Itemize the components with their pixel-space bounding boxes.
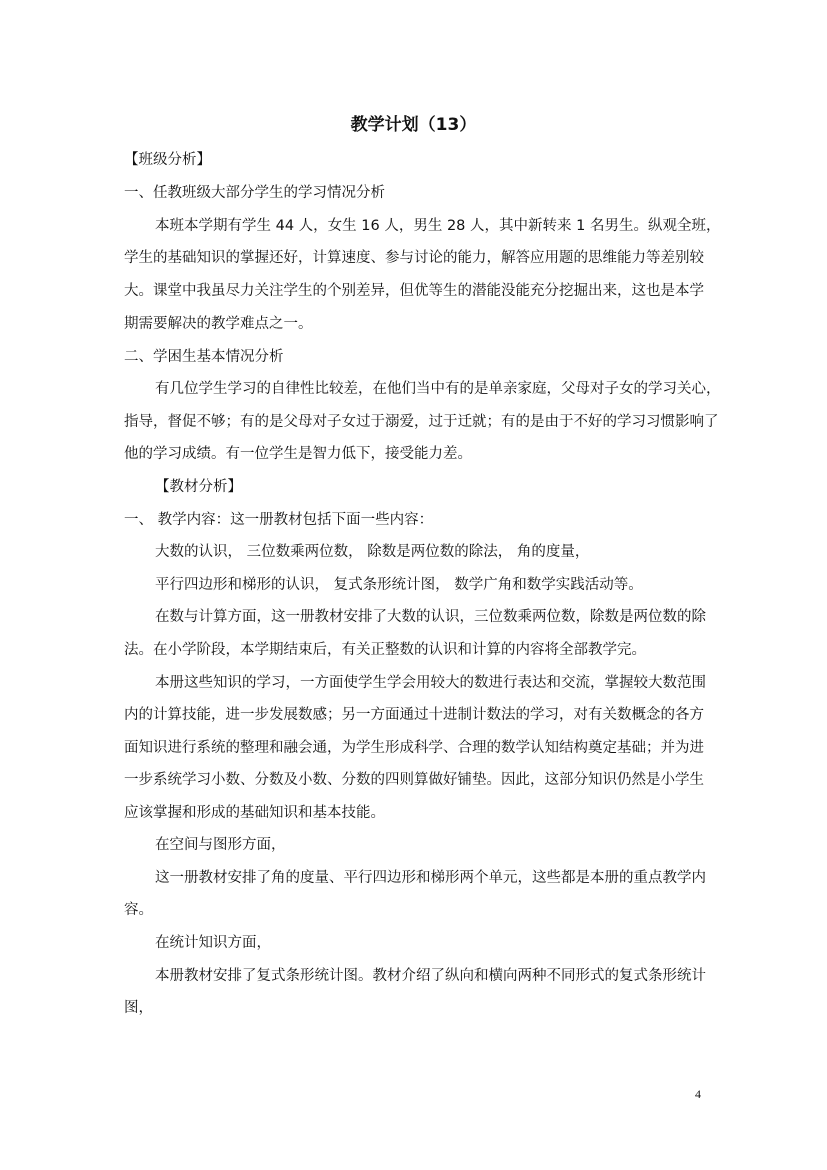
paragraph-line: 他的学习成绩。有一位学生是智力低下，接受能力差。 [124, 446, 472, 462]
paragraph-line: 内的计算技能，进一步发展数感；另一方面通过十进制计数法的学习，对有关数概念的各方 [124, 707, 704, 723]
paragraph-line: 学生的基础知识的掌握还好，计算速度、参与讨论的能力，解答应用题的思维能力等差别较 [124, 250, 704, 266]
paragraph-line: 大。课堂中我虽尽力关注学生的个别差异，但优等生的潜能没能充分挖掘出来，这也是本学 [124, 283, 704, 299]
paragraph-line: 法。在小学阶段，本学期结束后，有关正整数的认识和计算的内容将全部教学完。 [124, 642, 646, 658]
document-title: 教学计划（13） [350, 115, 477, 135]
content-list-line: 大数的认识， 三位数乘两位数， 除数是两位数的除法， 角的度量， [155, 544, 590, 560]
paragraph-line: 在统计知识方面， [155, 935, 271, 951]
paragraph-line: 这一册教材安排了角的度量、平行四边形和梯形两个单元，这些都是本册的重点教学内 [155, 870, 706, 886]
section-heading-textbook-analysis: 【教材分析】 [155, 479, 242, 495]
paragraph-line: 期需要解决的教学难点之一。 [124, 316, 313, 332]
paragraph-line: 一步系统学习小数、分数及小数、分数的四则算做好铺垫。因此，这部分知识仍然是小学生 [124, 772, 704, 788]
paragraph-line: 指导，督促不够；有的是父母对子女过于溺爱，过于迁就；有的是由于不好的学习习惯影响了 [124, 414, 719, 430]
paragraph-line: 应该掌握和形成的基础知识和基本技能。 [124, 805, 385, 821]
paragraph-line: 面知识进行系统的整理和融会通，为学生形成科学、合理的数学认知结构奠定基础；并为进 [124, 740, 704, 756]
section-heading-class-analysis: 【班级分析】 [124, 152, 211, 168]
subheading-learning-situation: 一、任教班级大部分学生的学习情况分析 [124, 185, 385, 201]
paragraph-line: 容。 [124, 902, 153, 918]
paragraph-line: 图， [124, 1000, 153, 1016]
subheading-struggling-students: 二、学困生基本情况分析 [124, 349, 284, 365]
paragraph-line: 在数与计算方面，这一册教材安排了大数的认识，三位数乘两位数，除数是两位数的除 [155, 609, 706, 625]
paragraph-line: 本班本学期有学生 44 人，女生 16 人，男生 28 人，其中新转来 1 名男生。纵观全班， [155, 218, 721, 234]
paragraph-line: 在空间与图形方面， [155, 837, 286, 853]
paragraph-line: 本册教材安排了复式条形统计图。教材介绍了纵向和横向两种不同形式的复式条形统计 [155, 968, 706, 984]
content-list-line: 平行四边形和梯形的认识， 复式条形统计图， 数学广角和数学实践活动等。 [155, 577, 643, 593]
paragraph-line: 本册这些知识的学习，一方面使学生学会用较大的数进行表达和交流，掌握较大数范围 [155, 675, 706, 691]
subheading-teaching-content: 一、 教学内容：这一册教材包括下面一些内容： [124, 512, 434, 528]
paragraph-line: 有几位学生学习的自律性比较差，在他们当中有的是单亲家庭，父母对子女的学习关心， [155, 381, 721, 397]
page-number: 4 [695, 1087, 701, 1101]
